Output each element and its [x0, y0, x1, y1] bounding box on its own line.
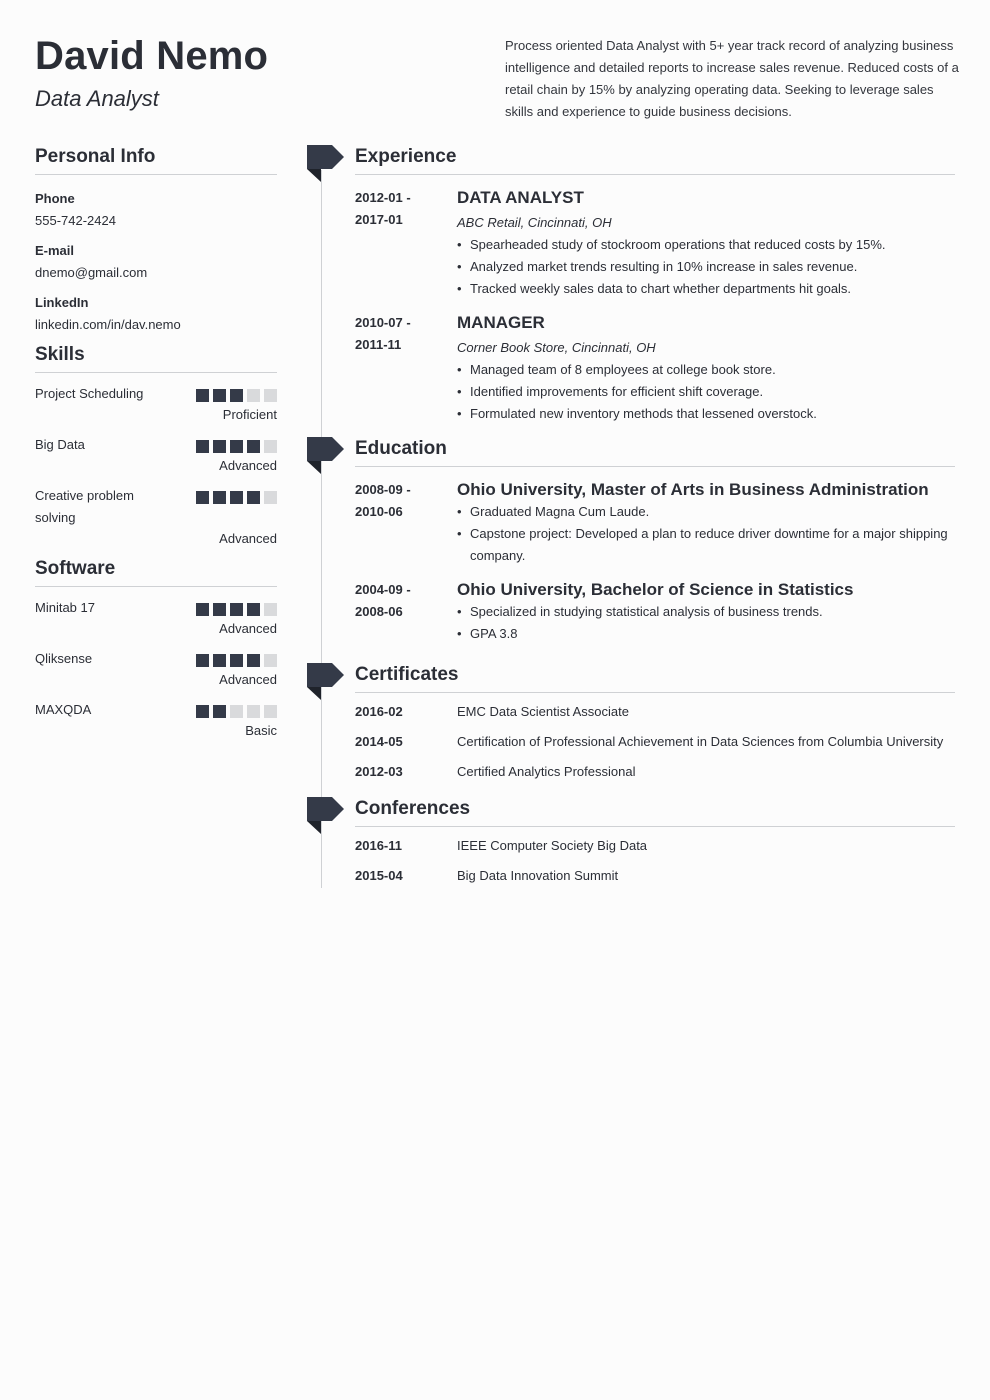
- education-list: [355, 479, 955, 645]
- experience-company: Corner Book Store, Cincinnati, OH: [457, 340, 656, 355]
- bullet-item: • GPA 3.8: [457, 623, 955, 645]
- conference-date: 2016-11: [355, 838, 402, 853]
- phone-value: 555-742-2424: [35, 213, 116, 228]
- rating-square: [196, 654, 209, 667]
- rating-square: [247, 705, 260, 718]
- conferences-flag-icon: [307, 797, 344, 834]
- summary-text: Process oriented Data Analyst with 5+ year track record of analyzing business intelligence and detailed reports to increase sales revenue. Reduced costs of a retail chain by 15% by analyzing operating data. Seeking to leverage sales skills and experience to guide business decisions.: [505, 38, 959, 119]
- conferences-heading: Conferences: [355, 798, 955, 827]
- rating-square: [213, 705, 226, 718]
- certificate-date: 2016-02: [355, 704, 403, 719]
- software-rating: [196, 654, 277, 667]
- personal-info: [35, 175, 277, 336]
- software-level: Advanced: [219, 672, 277, 687]
- conferences-section: [355, 798, 955, 887]
- skill-level: Advanced: [219, 531, 277, 546]
- rating-square: [247, 603, 260, 616]
- software-heading: Software: [35, 558, 277, 587]
- candidate-title: Data Analyst: [35, 86, 159, 111]
- certificates-heading: Certificates: [355, 664, 955, 693]
- rating-square: [230, 440, 243, 453]
- skill-name: Project Scheduling: [35, 386, 144, 401]
- education-entry: [355, 579, 955, 645]
- education-flag-icon: [307, 437, 344, 474]
- conferences-list: [355, 835, 955, 887]
- certificate-name: Certified Analytics Professional: [457, 764, 636, 779]
- conference-row: [355, 835, 955, 857]
- certificate-name: EMC Data Scientist Associate: [457, 704, 629, 719]
- experience-list: [355, 187, 955, 425]
- experience-start-date: 2010-07 -: [355, 315, 411, 330]
- bullet-item: • Analyzed market trends resulting in 10% increase in sales revenue.: [457, 256, 955, 278]
- experience-end-date: 2011-11: [355, 337, 402, 352]
- conference-row: [355, 865, 955, 887]
- software-item: [35, 597, 277, 639]
- experience-bullets: [457, 234, 955, 300]
- experience-dates: [355, 312, 457, 425]
- education-bullets: [457, 601, 955, 645]
- software-level: Advanced: [219, 621, 277, 636]
- education-bullets: [457, 501, 955, 567]
- experience-title: MANAGER: [457, 313, 545, 332]
- skill-level: Proficient: [222, 407, 277, 422]
- certificates-flag-icon: [307, 663, 344, 700]
- certificate-date: 2012-03: [355, 764, 403, 779]
- rating-square: [196, 389, 209, 402]
- certificate-row: [355, 701, 955, 723]
- rating-square: [213, 491, 226, 504]
- experience-company: ABC Retail, Cincinnati, OH: [457, 215, 612, 230]
- rating-square: [213, 603, 226, 616]
- linkedin-value[interactable]: linkedin.com/in/dav.nemo: [35, 317, 181, 332]
- rating-square: [264, 491, 277, 504]
- email-value[interactable]: dnemo@gmail.com: [35, 265, 148, 280]
- rating-square: [196, 705, 209, 718]
- certificate-date: 2014-05: [355, 734, 403, 749]
- bullet-item: • Formulated new inventory methods that lessened overstock.: [457, 403, 955, 425]
- certificate-name: Certification of Professional Achievement in Data Sciences from Columbia University: [457, 734, 944, 749]
- education-end-date: 2008-06: [355, 604, 403, 619]
- experience-entry: [355, 187, 955, 300]
- experience-section: [355, 146, 955, 425]
- bullet-item: • Specialized in studying statistical analysis of business trends.: [457, 601, 955, 623]
- skills-list: [35, 373, 277, 549]
- education-title: Ohio University, Master of Arts in Business Administration: [457, 480, 929, 499]
- bullet-item: • Graduated Magna Cum Laude.: [457, 501, 955, 523]
- rating-square: [264, 389, 277, 402]
- linkedin-label: LinkedIn: [35, 295, 89, 310]
- conference-date: 2015-04: [355, 868, 403, 883]
- skill-item: [35, 485, 277, 549]
- education-body: [457, 479, 955, 567]
- software-name: MAXQDA: [35, 702, 92, 717]
- education-section: [355, 438, 955, 645]
- software-item: [35, 648, 277, 690]
- bullet-item: • Managed team of 8 employees at college book store.: [457, 359, 955, 381]
- skill-name: Big Data: [35, 437, 85, 452]
- phone-label: Phone: [35, 191, 75, 206]
- education-start-date: 2004-09 -: [355, 582, 411, 597]
- rating-square: [247, 491, 260, 504]
- experience-title: DATA ANALYST: [457, 188, 584, 207]
- rating-square: [247, 440, 260, 453]
- rating-square: [247, 389, 260, 402]
- certificates-list: [355, 701, 955, 783]
- rating-square: [213, 654, 226, 667]
- bullet-item: • Capstone project: Developed a plan to reduce driver downtime for a major shipping company.: [457, 523, 955, 567]
- skill-name: Creative problem solving: [35, 488, 134, 525]
- education-body: [457, 579, 955, 645]
- experience-body: [457, 312, 955, 425]
- education-entry: [355, 479, 955, 567]
- software-rating: [196, 705, 277, 718]
- certificates-section: [355, 664, 955, 783]
- experience-flag-icon: [307, 145, 344, 182]
- software-list: [35, 587, 277, 741]
- experience-start-date: 2012-01 -: [355, 190, 411, 205]
- rating-square: [196, 440, 209, 453]
- email-label: E-mail: [35, 243, 75, 258]
- certificate-row: [355, 731, 955, 753]
- personal-info-heading: Personal Info: [35, 146, 277, 175]
- software-name: Minitab 17: [35, 600, 95, 615]
- experience-end-date: 2017-01: [355, 212, 403, 227]
- bullet-item: • Spearheaded study of stockroom operations that reduced costs by 15%.: [457, 234, 955, 256]
- education-dates: [355, 479, 457, 567]
- conference-name: IEEE Computer Society Big Data: [457, 838, 648, 853]
- rating-square: [264, 654, 277, 667]
- experience-entry: [355, 312, 955, 425]
- rating-square: [196, 491, 209, 504]
- certificate-row: [355, 761, 955, 783]
- left-column: [35, 146, 277, 750]
- skills-heading: Skills: [35, 344, 277, 373]
- skill-rating: [196, 389, 277, 402]
- rating-square: [196, 603, 209, 616]
- skill-rating: [196, 440, 277, 453]
- software-name: Qliksense: [35, 651, 93, 666]
- candidate-name: David Nemo: [35, 34, 269, 78]
- rating-square: [230, 491, 243, 504]
- software-item: [35, 699, 277, 741]
- education-heading: Education: [355, 438, 955, 467]
- rating-square: [230, 654, 243, 667]
- education-title: Ohio University, Bachelor of Science in Statistics: [457, 580, 854, 599]
- skill-item: [35, 383, 277, 425]
- experience-bullets: [457, 359, 955, 425]
- rating-square: [213, 389, 226, 402]
- rating-square: [247, 654, 260, 667]
- bullet-item: • Identified improvements for efficient shift coverage.: [457, 381, 955, 403]
- education-end-date: 2010-06: [355, 504, 403, 519]
- software-level: Basic: [245, 723, 277, 738]
- experience-heading: Experience: [355, 146, 955, 175]
- rating-square: [264, 705, 277, 718]
- conference-name: Big Data Innovation Summit: [457, 868, 619, 883]
- experience-dates: [355, 187, 457, 300]
- rating-square: [264, 603, 277, 616]
- rating-square: [230, 705, 243, 718]
- rating-square: [213, 440, 226, 453]
- skill-level: Advanced: [219, 458, 277, 473]
- education-dates: [355, 579, 457, 645]
- experience-body: [457, 187, 955, 300]
- skill-rating: [196, 491, 277, 504]
- bullet-item: • Tracked weekly sales data to chart whether departments hit goals.: [457, 278, 955, 300]
- education-start-date: 2008-09 -: [355, 482, 411, 497]
- rating-square: [264, 440, 277, 453]
- software-rating: [196, 603, 277, 616]
- rating-square: [230, 389, 243, 402]
- timeline-line: [321, 170, 322, 888]
- skill-item: [35, 434, 277, 476]
- rating-square: [230, 603, 243, 616]
